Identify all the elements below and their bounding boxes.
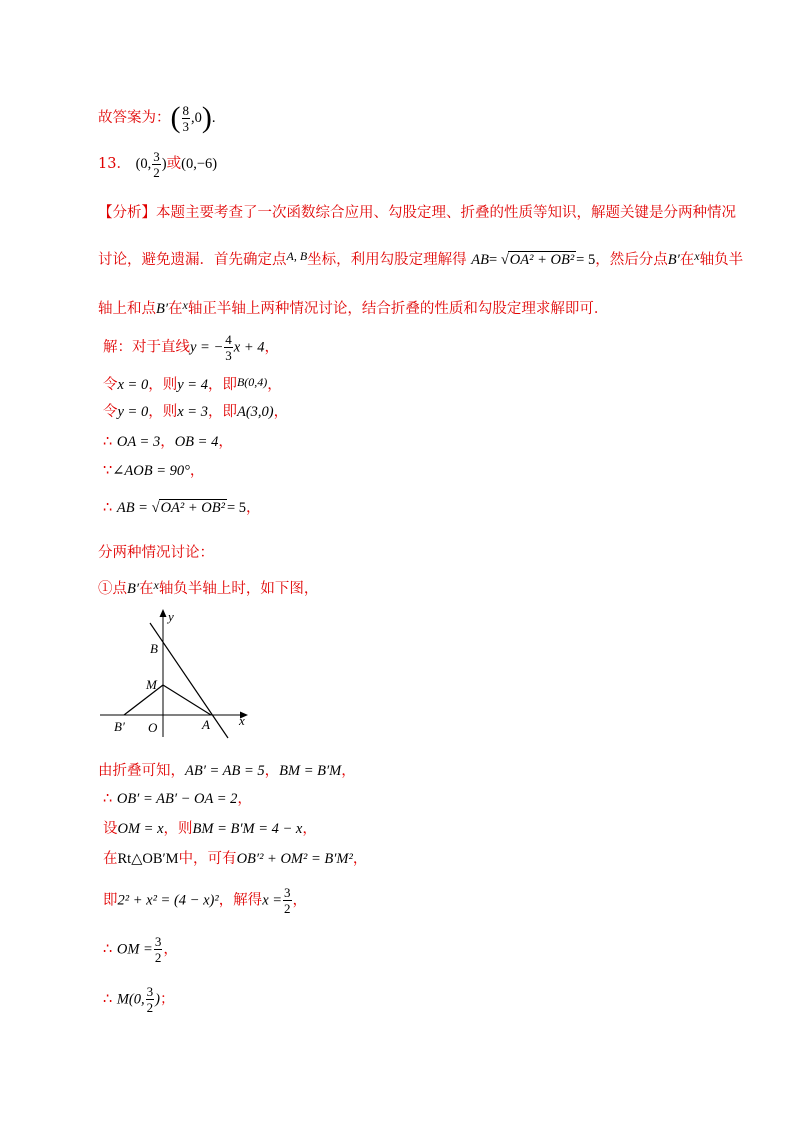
label-b-prime: B′ (114, 719, 125, 734)
answer-fraction: $\frac{8}{3}$ (182, 102, 189, 134)
label-b: B (150, 641, 158, 656)
q13-number: 13． (98, 155, 131, 172)
analysis-line-3: 轴上和点B′在$^x$轴正半轴上两种情况讨论，结合折叠的性质和勾股定理求解即可． (98, 298, 609, 317)
fold-line-5: 即2² + x² = (4 − x)²，解得x = $\frac{3}{2}$ ， (103, 885, 308, 916)
label-a: A (202, 717, 210, 732)
solution-line-3: 令y = 0，则x = 3，即A(3,0)， (103, 404, 289, 420)
fold-line-3: 设OM = x，则BM = B′M = 4 − x， (103, 821, 317, 837)
label-x: x (239, 713, 245, 728)
therefore-symbol: ∴ (103, 941, 113, 958)
fold-line-7: ∴ M(0, $\frac{3}{2}$ )； (103, 984, 175, 1015)
label-o: O (148, 720, 158, 735)
fold-line-6: ∴ OM = $\frac{3}{2}$ ， (103, 934, 178, 965)
q13-answer-a: (0, $\frac{3}{2}$ ) (135, 149, 167, 180)
because-symbol: ∵ (103, 463, 113, 479)
segment-m-a (163, 685, 211, 715)
q13-answer (98, 150, 217, 179)
q13-or: 或 (166, 155, 182, 172)
line-ab (150, 623, 228, 738)
analysis-line-1 (98, 205, 736, 222)
therefore-symbol: ∴ (103, 991, 113, 1008)
fold-line-1: 由折叠可知，AB′ = AB = 5，BM = B′M， (98, 763, 356, 779)
solution-line-6: ∴ AB = √OA² + OB² = 5， (103, 500, 261, 516)
y-axis-arrow (160, 609, 167, 617)
case-1-heading: ①点B′在$^x$轴负半轴上时，如下图， (98, 578, 319, 597)
fold-diagram (95, 605, 255, 745)
fold-line-2: ∴ OB′ = AB′ − OA = 2， (103, 791, 252, 807)
analysis-heading: 【分析】 (98, 205, 156, 221)
segment-bp-m (124, 685, 163, 715)
answer-line: 故答案为：( $\frac{8}{3}$ ,0). (98, 101, 216, 134)
therefore-symbol: ∴ (103, 500, 113, 516)
analysis-text: 本题主要考查了一次函数综合应用、勾股定理、折叠的性质等知识，解题关键是分两种情况 (156, 205, 736, 221)
label-m: M (146, 677, 157, 692)
q13-answer-b: (0,−6) (181, 155, 218, 172)
answer-label: 故答案为： (98, 110, 171, 126)
solution-line-4: ∴ OA = 3，OB = 4， (103, 434, 233, 450)
analysis-line-2: 讨论，避免遗漏．首先确定点$^{A, B}$坐标，利用勾股定理解得 AB= √OA² + OB² = 5，然后分点B′在$^x$轴负半 (98, 249, 744, 268)
answer-tail: ,0 (191, 110, 202, 126)
cases-title: 分两种情况讨论： (98, 545, 214, 561)
therefore-symbol: ∴ (103, 434, 113, 450)
label-y: y (168, 609, 174, 624)
therefore-symbol: ∴ (103, 791, 113, 807)
solution-line-5: ∵∠AOB = 90°， (103, 463, 205, 479)
solution-line-2: 令x = 0，则y = 4，即$^{B(0,4)}$， (103, 375, 282, 393)
solution-line-1: 解：对于直线y = − $\frac{4}{3}$ x + 4， (103, 332, 279, 363)
fold-line-4: 在Rt△OB′M中，可有OB′² + OM² = B′M²， (103, 851, 368, 867)
